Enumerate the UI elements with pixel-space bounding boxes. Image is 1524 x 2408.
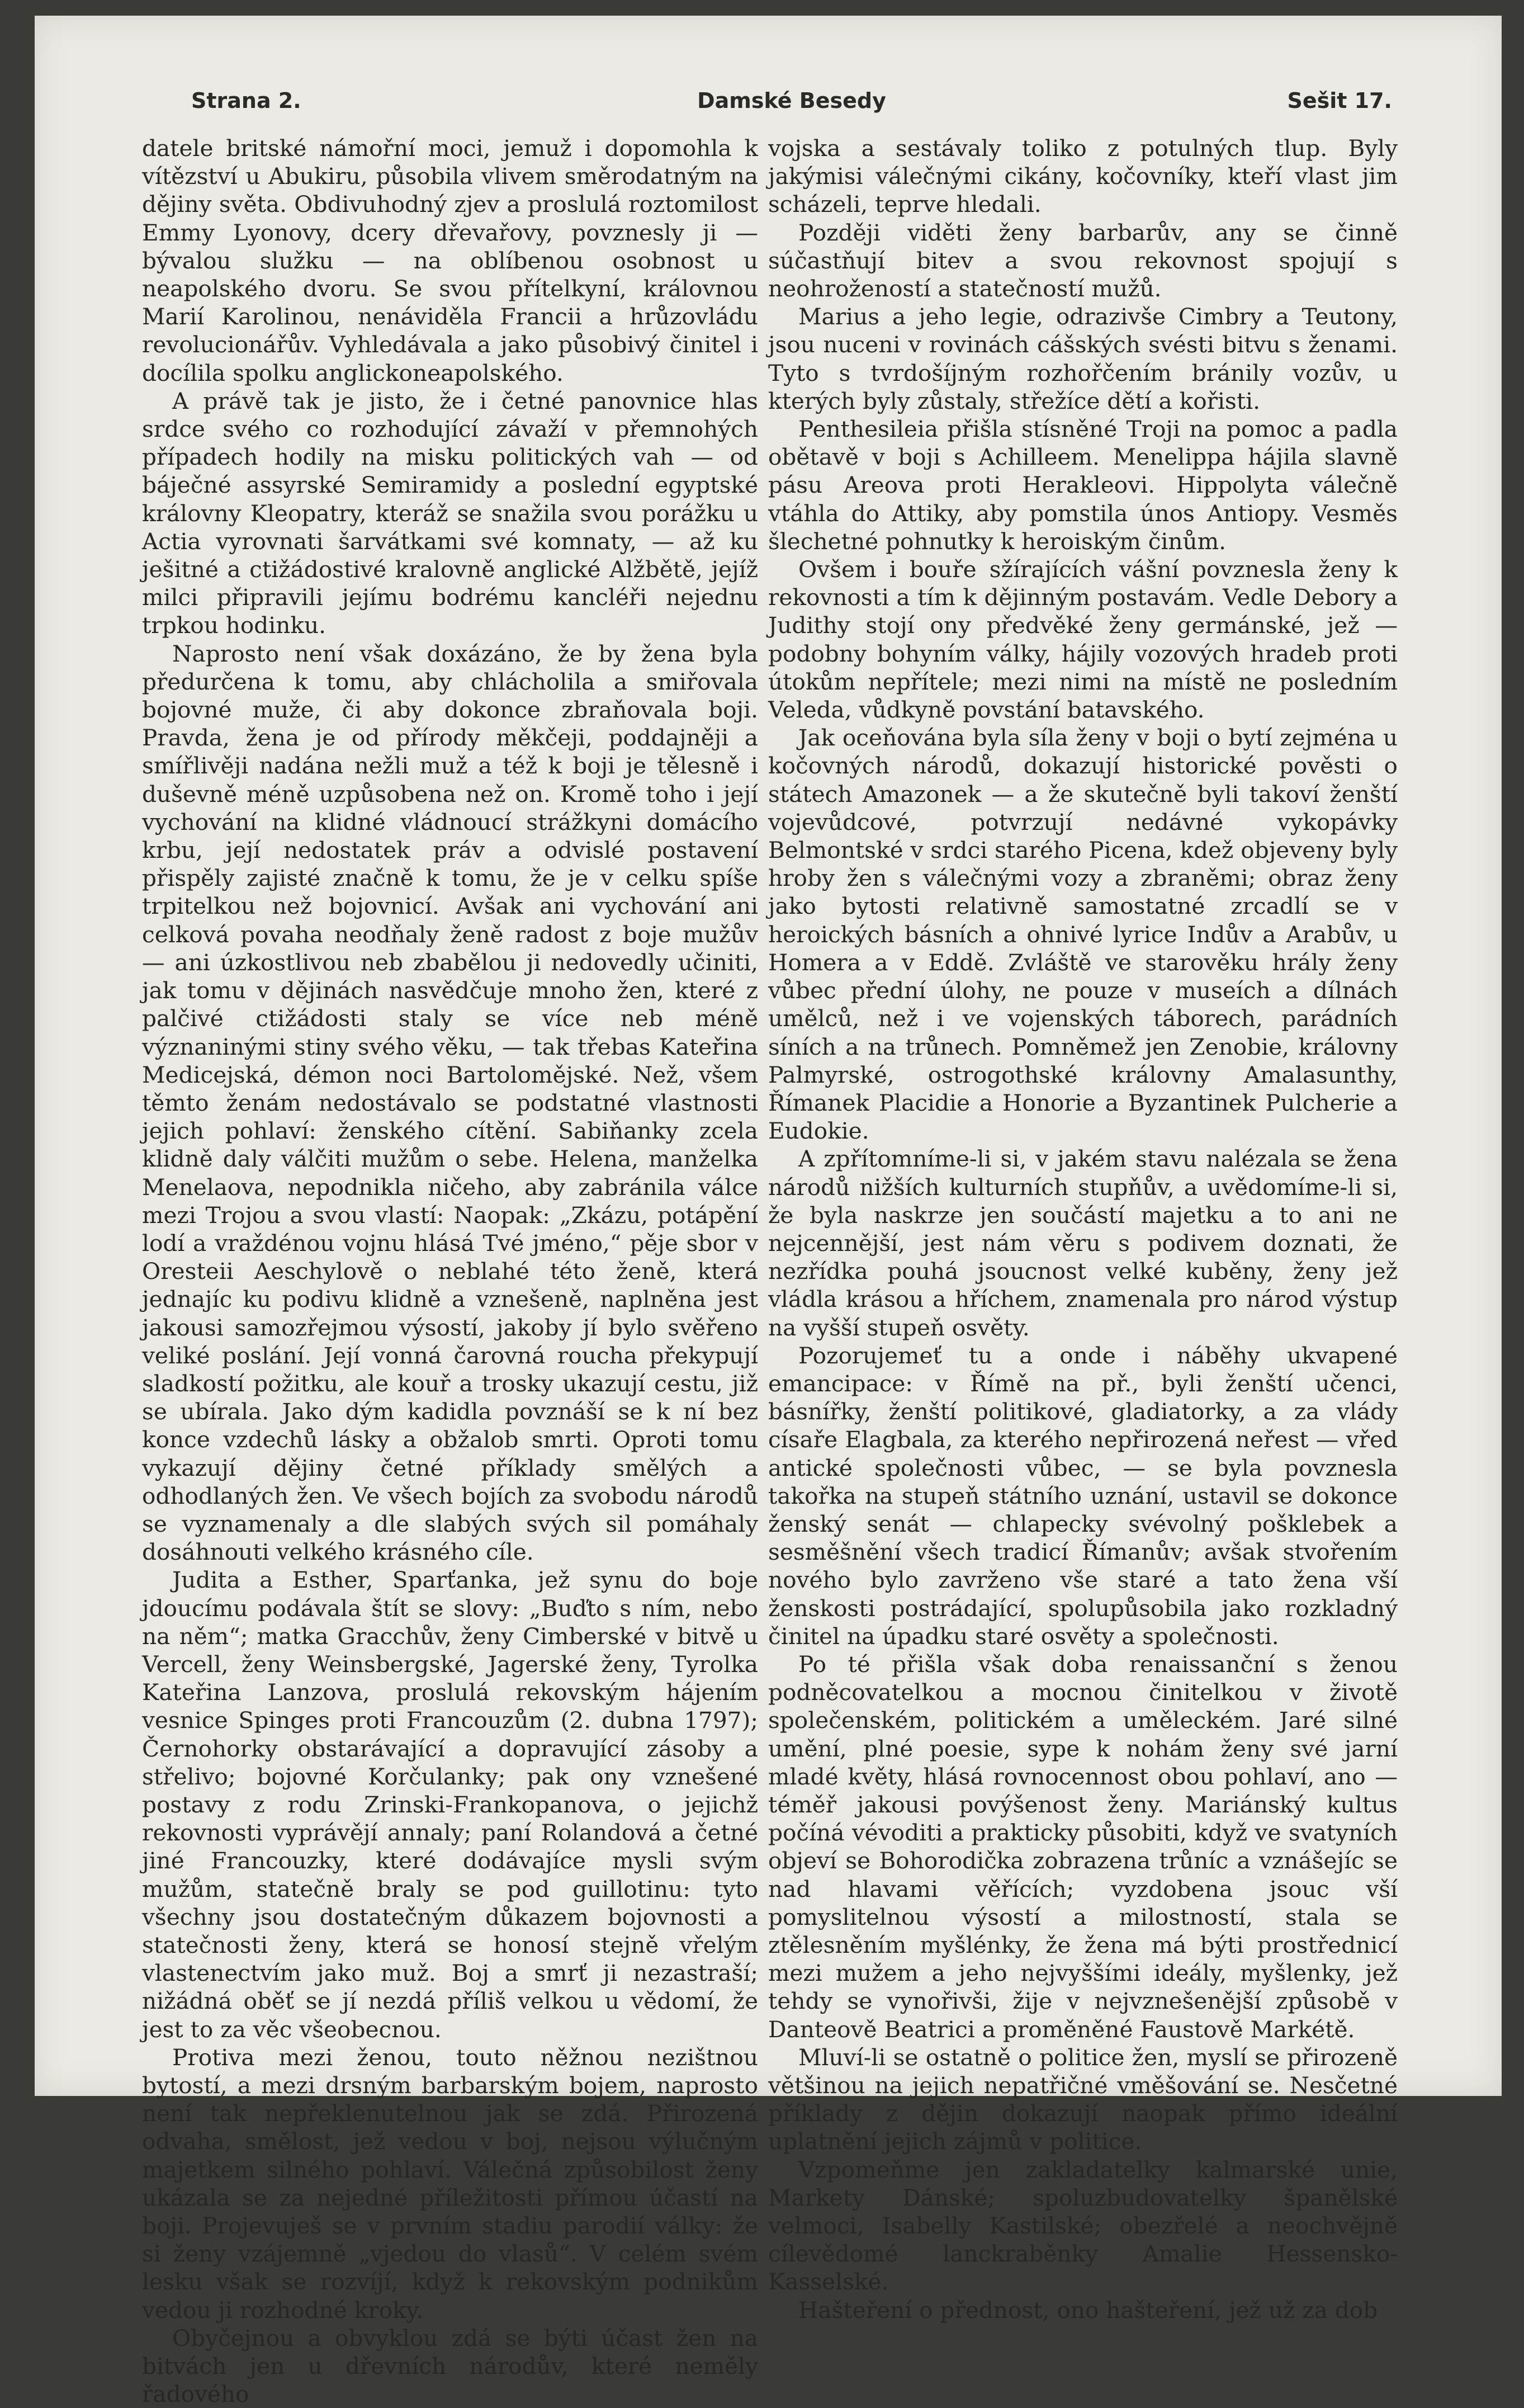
paragraph: Ovšem i bouře sžírajících vášní povznesla ženy k rekovnosti a tím k dějinným postavám. Vedle Debory a Judithy stojí ony předvěké ženy germánské, jež — podobny bohyním války, hájily vozových hradeb proti útokům nepřítele; mezi nimi na místě ne posledním Veleda, vůdkyně povstání batavského. [768,556,1398,724]
issue-label: Sešit 17. [1287,88,1392,113]
paragraph: Obyčejnou a obvyklou zdá se býti účast žen na bitvách jen u dřevních národův, které neměly řadového [142,2324,758,2408]
paragraph: Penthesileia přišla stísněné Troji na pomoc a padla obětavě v boji s Achilleem. Menelippa hájila slavně pásu Areova proti Herakleovi. Hippolyta válečně vtáhla do Attiky, aby pomstila únos Antiopy. Vesměs šlechetné pohnutky k heroiským činům. [768,416,1398,555]
paragraph: Protiva mezi ženou, touto něžnou nezištnou bytostí, a mezi drsným barbarským bojem, naprosto není tak nepřeklenutelnou jak se zdá. Přirozená odvaha, smělost, jež vedou v boj, nejsou výlučným majetkem silného pohlaví. Válečná způsobilost ženy ukázala se za nejedné příležitosti přímou účastí na boji. Projevuješ se v prvním stadiu parodií války: že si ženy vzájemně „vjedou do vlasů“. V celém svém lesku však se rozvíjí, když k rekovským podnikům vedou ji rozhodné kroky. [142,2043,758,2324]
page-number-label: Strana 2. [191,88,301,113]
paragraph: Po té přišla však doba renaissanční s ženou podněcovatelkou a mocnou činitelkou v životě společenském, politickém a uměleckém. Jaré silné umění, plné poesie, sype k nohám ženy své jarní mladé květy, hlásá rovnocennost obou pohlaví, ano — téměř jakousi povýšenost ženy. Mariánský kultus počíná vévoditi a prakticky působiti, když ve svatyních objeví se Bohorodička zobrazena trůníc a vznášejíc se nad hlavami věřících; vyzdobena jsouc vší pomyslitelnou výsostí a milostností, stala se ztělesněním myšlénky, že žena má býti prostřednicí mezi mužem a jeho nejvyššími ideály, myšlenky, jež tehdy se vynořivši, žije v nejvznešenější způsobě v Danteově Beatrici a proměněné Faustově Markétě. [768,1650,1398,2043]
paragraph: vojska a sestávaly toliko z potulných tlup. Byly jakýmisi válečnými cikány, kočovníky, kteří vlast jim scházeli, teprve hledali. [768,135,1398,218]
paragraph: Judita a Esther, Sparťanka, jež synu do boje jdoucímu podávala štít se slovy: „Buďto s ním, nebo na něm“; matka Gracchův, ženy Cimberské v bitvě u Vercell, ženy Weinsbergské, Jagerské ženy, Tyrolka Kateřina Lanzova, proslulá rekovským hájením vesnice Spinges proti Francouzům (2. dubna 1797); Černohorky obstarávající a dopravující zásoby a střelivo; bojovné Korčulanky; pak ony vznešené postavy z rodu Zrinski-Frankopanova, o jejichž rekovnosti vyprávějí annaly; paní Rolandová a četné jiné Francouzky, které dodávajíce mysli svým mužům, statečně braly se pod guillotinu: tyto všechny jsou dostatečným důkazem bojovnosti a statečnosti ženy, která se honosí stejně vřelým vlastenectvím jako muž. Boj a smrť ji nezastraší; nižádná oběť se jí nezdá příliš velkou u vědomí, že jest to za věc všeobecnou. [142,1566,758,2043]
paragraph: datele britské námořní moci, jemuž i dopomohla k vítězství u Abukiru, působila vlivem směrodatným na dějiny světa. Obdivuhodný zjev a proslulá roztomilost Emmy Lyonovy, dcery dřevařovy, povznesly ji — bývalou služku — na oblíbenou osobnost u neapolského dvoru. Se svou přítelkyní, královnou Marií Karolinou, nenáviděla Francii a hrůzovládu revolucionářův. Vyhledávala a jako působivý činitel i docílila spolku anglickoneapolského. [142,135,758,386]
paragraph: Jak oceňována byla síla ženy v boji o bytí zejména u kočovných národů, dokazují historické pověsti o státech Amazonek — a že skutečně byli takoví ženští vojevůdcové, potvrzují nedávné vykopávky Belmontské v srdci starého Picena, kdež objeveny byly hroby žen s válečnými vozy a zbraněmi; obraz ženy jako bytosti relativně samostatné zrcadlí se v heroických básních a ohnivé lyrice Indův a Arabův, u Homera a v Eddě. Zvláště ve starověku hrály ženy vůbec přední úlohy, ne pouze v museích a dílnách umělců, než i ve vojenských táborech, parádních síních a na trůnech. Pomněmež jen Zenobie, královny Palmyrské, ostrogothské královny Amalasunthy, Římanek Placidie a Honorie a Byzantinek Pulcherie a Eudokie. [768,724,1398,1145]
page-header [191,88,1392,128]
paragraph: Marius a jeho legie, odrazivše Cimbry a Teutony, jsou nuceni v rovinách cášských svésti bitvu s ženami. Tyto s tvrdošíjným rozhořčením bránily vozův, u kterých byly zůstaly, střežíce dětí a kořisti. [768,303,1398,414]
right-text-column [768,134,1398,2324]
paragraph: Vzpomeňme jen zakladatelky kalmarské unie, Markety Dánské; spoluzbudovatelky španělské velmoci, Isabelly Kastilské; obezřelé a neochvějně cílevědomé lanckraběnky Amalie Hessensko-Kasselské. [768,2156,1398,2296]
paragraph: Mluví-li se ostatně o politice žen, myslí se přirozeně většinou na jejich nepatřičné vměšování se. Nesčetné příklady z dějin dokazují naopak přímo ideální uplatnění jejich zájmů v politice. [768,2043,1398,2155]
left-text-column [142,134,758,2408]
paragraph: Později viděti ženy barbarův, any se činně súčastňují bitev a svou rekovnost spojují s neohrožeností a statečností mužů. [768,219,1398,303]
paragraph: A zpřítomníme-li si, v jakém stavu nalézala se žena národů nižších kulturních stupňův, a uvědomíme-li si, že byla naskrze jen součástí majetku a to ani ne nejcennější, jest nám věru s podivem doznati, že nezřídka pouhá jsoucnost velké kuběny, ženy jež vládla krásou a hříchem, znamenala pro národ výstup na vyšší stupeň osvěty. [768,1145,1398,1341]
paragraph: Naprosto není však doxázáno, že by žena byla předurčena k tomu, aby chlácholila a smiřovala bojovné muže, či aby dokonce zbraňovala boji. Pravda, žena je od přírody měkčeji, poddajněji a smířlivěji nadána nežli muž a též k boji je tělesně i duševně méně uzpůsobena než on. Kromě toho i její vychování na klidné vládnoucí strážkyni domácího krbu, její nedostatek práv a odvislé postavení přispěly zajisté značně k tomu, že je v celku spíše trpitelkou než bojovnicí. Avšak ani vychování ani celková povaha neodňaly ženě radost z boje mužův — ani úzkostlivou neb zbabělou ji nedovedly učiniti, jak tomu v dějinách nasvědčuje mnoho žen, které z palčivé ctižádosti staly se více neb méně význaninými stiny svého věku, — tak třebas Kateřina Medicejská, démon noci Bartolomějské. Než, všem těmto ženám nedostávalo se podstatné vlastnosti jejich pohlaví: ženského cítění. Sabiňanky zcela klidně daly válčiti mužům o sebe. Helena, manželka Menelaova, nepodnikla ničeho, aby zabránila válce mezi Trojou a svou vlastí: Naopak: „Zkázu, potápění lodí a vraždénou vojnu hlásá Tvé jméno,“ pěje sbor v Oresteii Aeschylově o neblahé této ženě, která jednajíc ku podivu klidně a vznešeně, naplněna jest jakousi samozřejmou výsostí, jakoby jí bylo svěřeno veliké poslání. Její vonná čarovná roucha překypují sladkostí požitku, ale kouř a trosky ukazují cestu, již se ubírala. Jako dým kadidla povznáší se k ní bez konce vzdechů lásky a obžalob smrti. Oproti tomu vykazují dějiny četné příklady smělých a odhodlaných žen. Ve všech bojích za svobodu národů se vyznamenaly a dle slabých svých sil pomáhaly dosáhnouti velkého krásného cíle. [142,640,758,1566]
paragraph: Pozorujemeť tu a onde i náběhy ukvapené emancipace: v Římě na př., byli ženští učenci, básnířky, ženští politikové, gladiatorky, a za vlády císaře Elagbala, za kterého nepřirozená neřest — vřed antické společnosti vůbec, — se byla povznesla takořka na stupeň státního uznání, ustavil se dokonce ženský senát — chlapecky svévolný pošklebek a sesměšnění všech tradicí Římanův; avšak stvořením nového bylo zavrženo vše staré a tato žena vší ženskosti postrádající, spolupůsobila jako rozkladný činitel na úpadku staré osvěty a společnosti. [768,1342,1398,1650]
paragraph: A právě tak je jisto, že i četné panovnice hlas srdce svého co rozhodující závaží v přemnohých případech hodily na misku politických vah — od báječné assyrské Semiramidy a poslední egyptské královny Kleopatry, kteráž se snažila svou porážku u Actia vyrovnati šarvátkami své komnaty, — až ku ješitné a ctižádostivé kralovně anglické Alžbětě, jejíž milci připravili jejímu bodrému kancléři nejednu trpkou hodinku. [142,387,758,639]
magazine-title: Damské Besedy [697,88,886,113]
paragraph: Hašteření o přednost, ono hašteření, jež už za dob [798,2296,1378,2324]
